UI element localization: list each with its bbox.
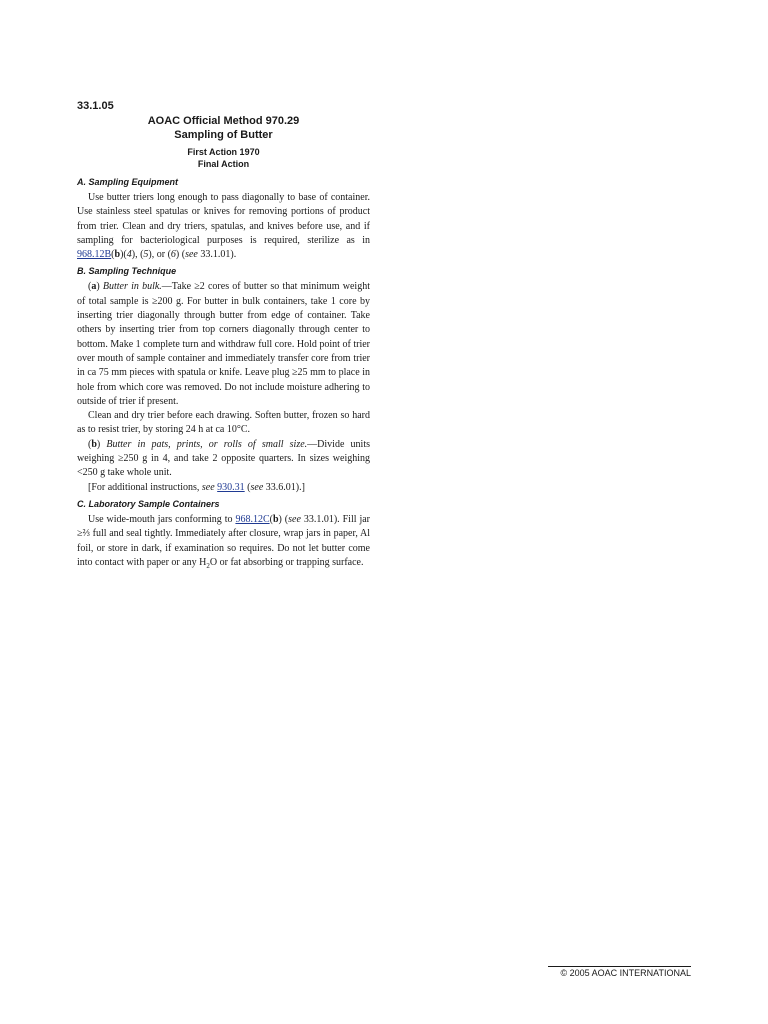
small-size-paragraph: (b) Butter in pats, prints, or rolls of small size.—Divide units weighing ≥250 g in 4, and take 2 opposite quarters. In sizes weighing <250 g take whole unit.	[77, 438, 370, 479]
item-title: Butter in bulk.	[102, 281, 162, 293]
see-word: see	[288, 513, 301, 525]
see-word: see	[201, 481, 215, 493]
item-ref: b	[114, 249, 121, 261]
paragraph-text: Take ≥2 cores of butter so that minimum weight of total sample is ≥200 g. For butter in bulk containers, take 1 core by inserting trier diagonally through butter from edge of container. Take others by inserting trier from top corners diagonally through center to bottom. Make 1 complete turn and withdraw full core. Hold point of trier over mouth of sample container and immediately transfer core from trier in ca 75 mm pieces with spatula or knife. Leave plug ≥25 mm to place in hole from which core was removed. Do not include moisture adhering to outside of trier if present.	[77, 281, 370, 407]
paragraph-text: Use butter triers long enough to pass diagonally to base of container. Use stainless steel spatulas or knives for removing portions of product from trier. Clean and dry triers, spatulas, and knives before use, and if sampling for bacteriological purposes is required, sterilize as in	[77, 192, 370, 246]
section-ref: 33.1.01	[303, 513, 334, 525]
section-heading-b: B. Sampling Technique	[77, 266, 177, 277]
method-body	[77, 176, 370, 570]
first-action: First Action 1970	[187, 147, 260, 157]
see-word: see	[185, 249, 198, 261]
method-link-968-12b[interactable]: 968.12B	[77, 249, 112, 261]
section-number: 33.1.05	[77, 100, 114, 112]
item-ref: 4	[126, 249, 132, 261]
item-label-a: a	[91, 281, 97, 293]
clean-trier-paragraph: Clean and dry trier before each drawing. Soften butter, frozen so hard as to resist trier, by storing 24 h at ca 10°C.	[77, 410, 370, 436]
item-label-b: b	[91, 438, 97, 450]
method-title: AOAC Official Method 970.29	[147, 115, 300, 127]
title-block	[77, 114, 370, 170]
see-word: see	[250, 481, 264, 493]
paragraph-text: Use wide-mouth jars conforming to	[88, 513, 236, 525]
section-heading-a: A. Sampling Equipment	[77, 177, 179, 187]
item-title: Butter in pats, prints, or rolls of small size.	[106, 438, 308, 450]
sampling-equipment-paragraph: Use butter triers long enough to pass diagonally to base of container. Use stainless steel spatulas or knives for removing portions of product from trier. Clean and dry triers, spatulas, and knives before use, and if sampling for bacteriological purposes is required, sterilize as in 968.12B(b)(4), (5), or (6) (see 33.1.01).	[77, 192, 370, 261]
method-link-968-12c[interactable]: 968.12C	[235, 513, 270, 525]
section-ref: 33.6.01	[265, 481, 296, 493]
butter-in-bulk-paragraph: (a) Butter in bulk.—Take ≥2 cores of butter so that minimum weight of total sample is ≥200 g. For butter in bulk containers, take 1 core by inserting trier diagonally through butter from edge of container. Take others by inserting trier from top corners diagonally through center to bottom. Make 1 complete turn and withdraw full core. Hold point of trier over mouth of sample container and immediately transfer core from trier in ca 75 mm pieces with spatula or knife. Leave plug ≥25 mm to place in hole from which core was removed. Do not include moisture adhering to outside of trier if present.	[77, 281, 370, 407]
sample-containers-paragraph: Use wide-mouth jars conforming to 968.12C(b) (see 33.1.01). Fill jar ≥⅔ full and seal tightly. Immediately after closure, wrap jars in paper, Al foil, or store in dark, if examination so requires. Do not let butter come into contact with paper or any $H_2O$ or fat absorbing or trapping surface.	[77, 513, 371, 570]
item-ref: 6	[170, 249, 176, 261]
paragraph-text: Fill jar ≥⅔ full and seal tightly. Immediately after closure, wrap jars in paper, Al foil, or store in dark, if examination so requires. Do not let butter come into contact with paper or any H	[77, 513, 371, 568]
paragraph-text: O or fat absorbing or trapping surface.	[209, 556, 364, 568]
method-name: Sampling of Butter	[174, 129, 273, 141]
final-action: Final Action	[197, 159, 250, 169]
section-ref: 33.1.01	[200, 249, 231, 261]
note-text: For additional instructions,	[91, 481, 202, 493]
copyright-footer: © 2005 AOAC INTERNATIONAL	[548, 966, 691, 978]
item-ref: b	[272, 513, 279, 525]
item-ref: 5	[143, 249, 149, 261]
paragraph-text: Divide units weighing ≥250 g in 4, and take 2 opposite quarters. In sizes weighing <250 g take whole unit.	[77, 438, 370, 479]
additional-instructions-note: [For additional instructions, see 930.31 (see 33.6.01).]	[88, 481, 305, 493]
method-link-930-31[interactable]: 930.31	[217, 481, 245, 493]
subscript: 2	[206, 561, 210, 570]
section-heading-c: C. Laboratory Sample Containers	[77, 498, 220, 509]
